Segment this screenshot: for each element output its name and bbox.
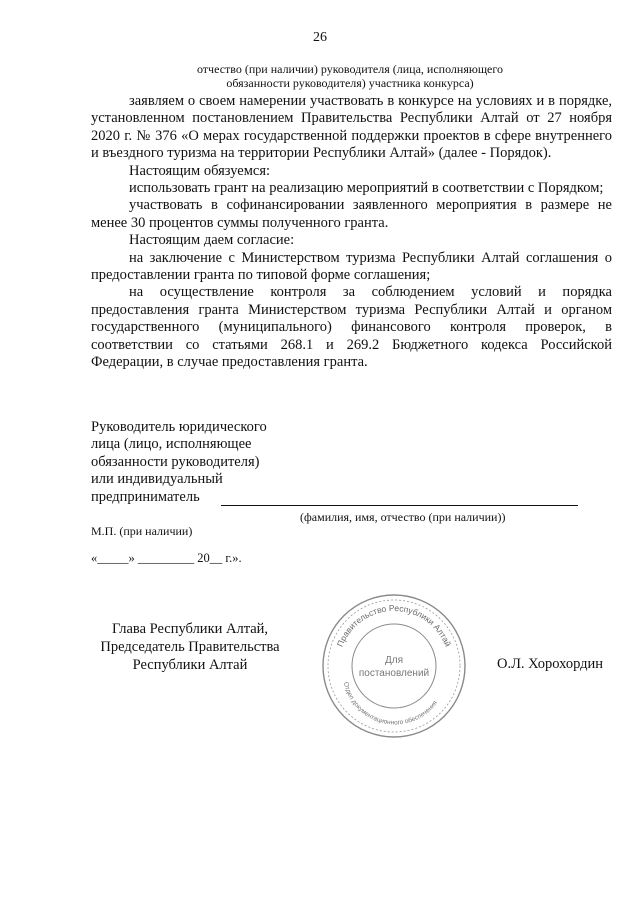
date-line: «_____» _________ 20__ г.». — [91, 551, 242, 565]
seal-side-text: Отдел документационного обеспечения — [341, 681, 439, 727]
official-seal — [319, 591, 469, 741]
signature-caption: (фамилия, имя, отчество (при наличии)) — [300, 510, 506, 524]
head-title — [80, 620, 300, 674]
signatory-label-line: Руководитель юридического — [91, 419, 267, 435]
head-title-line: Председатель Правительства — [100, 639, 280, 655]
seal-center-line-2: постановлений — [358, 668, 430, 679]
head-title-line: Республики Алтай — [132, 657, 248, 673]
paragraph-consent-control: на осуществление контроля за соблюдением условий и порядка предоставления гранта Министерством туризма Республики Алтай и органом государственного (муниципального) финансового контроля проверок, в соответствии со статьями 268.1 и 269.2 Бюджетного кодекса Российской Федерации, в случае предоставления гранта. — [91, 284, 612, 371]
signatory-label — [91, 419, 351, 506]
svg-text:Отдел документационного обеспе — [342, 681, 439, 726]
paragraph-consent-heading: Настоящим даем согласие: — [129, 232, 295, 249]
body-text — [91, 93, 612, 372]
head-name: О.Л. Хорохордин — [497, 656, 604, 672]
paragraph-obligations-heading: Настоящим обязуемся: — [129, 162, 271, 179]
stamp-note: М.П. (при наличии) — [91, 524, 193, 538]
paragraph-consent-agreement: на заключение с Министерством туризма Республики Алтай соглашения о предоставлении гранта по типовой форме соглашения; — [91, 249, 612, 284]
signatory-label-line: предприниматель — [91, 488, 200, 505]
seal-outer-text: Правительство Республики Алтай — [334, 602, 454, 649]
seal-center-line-1: Для — [384, 655, 404, 666]
signature-underline — [221, 505, 578, 506]
paragraph-obligation-cofinancing: участвовать в софинансировании заявленного мероприятия в размере не менее 30 процентов суммы полученного гранта. — [91, 197, 612, 231]
paragraph-intent: заявляем о своем намерении участвовать в конкурсе на условиях и в порядке, установленном постановлением Правительства Республики Алтай от 27 ноября 2020 г. № 376 «О мерах государственной поддержки проектов в сфере внутреннего и въездного туризма на территории Республики Алтай» (далее - Порядок). — [91, 93, 612, 162]
signatory-label-line: лица (лицо, исполняющее — [91, 436, 252, 453]
field-caption-line-1: отчество (при наличии) руководителя (лица, исполняющего — [196, 62, 504, 76]
signatory-label-line: или индивидуальный — [91, 471, 223, 488]
signatory-label-line: обязанности руководителя) — [91, 453, 260, 470]
field-caption-line-2: обязанности руководителя) участника конкурса) — [226, 76, 474, 90]
paragraph-obligation-use-grant: использовать грант на реализацию мероприятий в соответствии с Порядком; — [129, 180, 604, 197]
page-number: 26 — [313, 30, 327, 45]
head-title-line: Глава Республики Алтай, — [111, 621, 269, 637]
svg-text:Правительство Республики Алтай — [335, 603, 453, 648]
